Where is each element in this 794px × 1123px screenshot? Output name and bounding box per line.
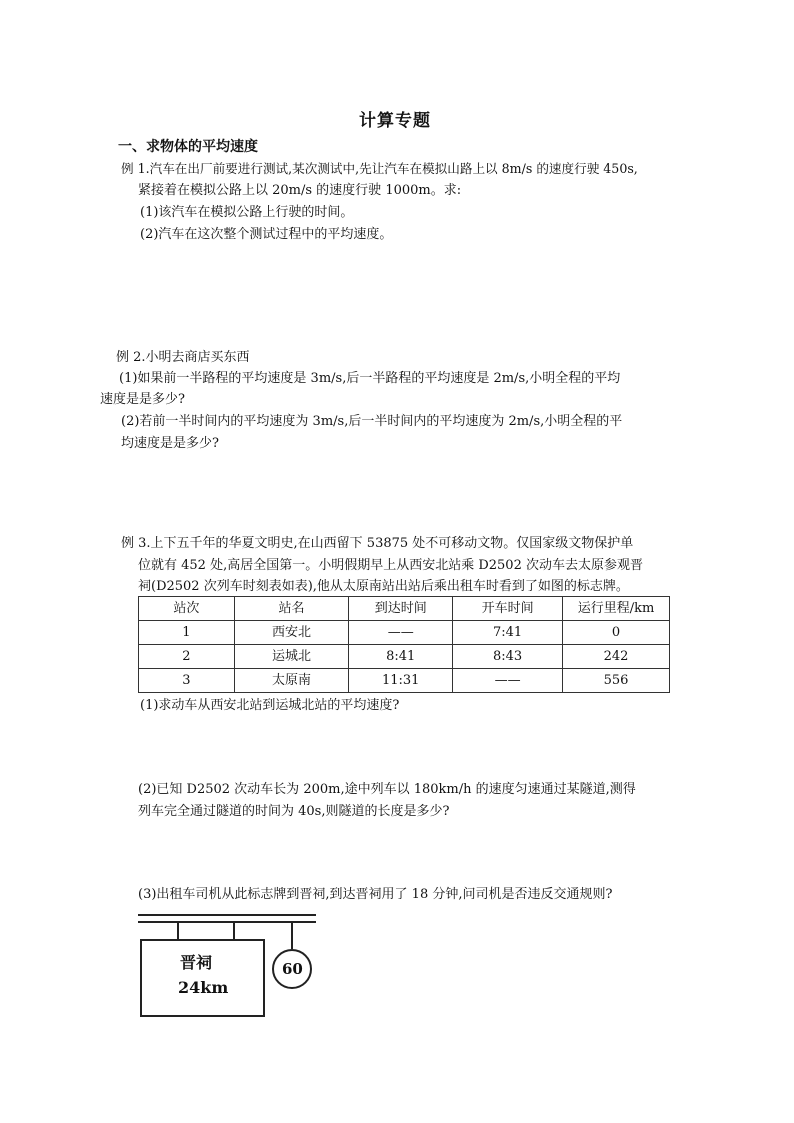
table-row bbox=[139, 621, 670, 645]
table-cell: 太原南 bbox=[234, 669, 348, 693]
example3-question2-line1: (2)已知 D2502 次动车长为 200m,途中列车以 180km/h 的速度匀速通过某隧道,测得 bbox=[138, 782, 636, 797]
table-header-cell: 到达时间 bbox=[349, 597, 453, 621]
example2-question2-line1: (2)若前一半时间内的平均速度为 3m/s,后一半时间内的平均速度为 2m/s,小明全程的平 bbox=[121, 414, 623, 429]
table-cell: 2 bbox=[139, 645, 235, 669]
page-title: 计算专题 bbox=[359, 111, 431, 131]
example1-question2: (2)汽车在这次整个测试过程中的平均速度。 bbox=[140, 227, 393, 242]
example3-line1: 例 3.上下五千年的华夏文明史,在山西留下 53875 处不可移动文物。仅国家级文物保护单 bbox=[121, 536, 634, 551]
table-row bbox=[139, 669, 670, 693]
sign-distance: 24km bbox=[178, 978, 229, 997]
example3-line2: 位就有 452 处,高居全国第一。小明假期早上从西安北站乘 D2502 次动车去太原参观晋 bbox=[138, 558, 643, 573]
example3-line3: 祠(D2502 次列车时刻表如表),他从太原南站出站后乘出租车时看到了如图的标志牌。 bbox=[138, 579, 629, 594]
table-cell: 11:31 bbox=[349, 669, 453, 693]
sign-destination: 晋祠 bbox=[180, 953, 213, 972]
table-cell: 运城北 bbox=[234, 645, 348, 669]
table-row bbox=[139, 645, 670, 669]
table-cell: —— bbox=[349, 621, 453, 645]
table-cell: —— bbox=[453, 669, 563, 693]
example2-intro: 例 2.小明去商店买东西 bbox=[116, 350, 250, 365]
speed-limit-value: 60 bbox=[282, 960, 303, 978]
table-cell: 0 bbox=[563, 621, 670, 645]
table-cell: 7:41 bbox=[453, 621, 563, 645]
table-cell: 8:43 bbox=[453, 645, 563, 669]
road-sign-figure bbox=[138, 912, 318, 1022]
example2-question1-line2: 速度是是多少? bbox=[100, 392, 185, 407]
table-cell: 西安北 bbox=[234, 621, 348, 645]
section-heading: 一、求物体的平均速度 bbox=[118, 139, 258, 155]
example1-line1: 例 1.汽车在出厂前要进行测试,某次测试中,先让汽车在模拟山路上以 8m/s 的速度行驶 450s, bbox=[121, 161, 638, 176]
table-cell: 242 bbox=[563, 645, 670, 669]
example3-question2-line2: 列车完全通过隧道的时间为 40s,则隧道的长度是多少? bbox=[138, 804, 450, 819]
example1-line2: 紧接着在模拟公路上以 20m/s 的速度行驶 1000m。求: bbox=[138, 183, 462, 198]
table-header-row bbox=[139, 597, 670, 621]
example3-question1: (1)求动车从西安北站到运城北站的平均速度? bbox=[140, 698, 400, 713]
table-header-cell: 站次 bbox=[139, 597, 235, 621]
train-timetable bbox=[138, 596, 670, 693]
table-header-cell: 运行里程/km bbox=[563, 597, 670, 621]
table-header-cell: 站名 bbox=[234, 597, 348, 621]
table-cell: 1 bbox=[139, 621, 235, 645]
example1-question1: (1)该汽车在模拟公路上行驶的时间。 bbox=[140, 205, 354, 220]
table-cell: 8:41 bbox=[349, 645, 453, 669]
example2-question1-line1: (1)如果前一半路程的平均速度是 3m/s,后一半路程的平均速度是 2m/s,小明全程的平均 bbox=[119, 371, 621, 386]
table-cell: 3 bbox=[139, 669, 235, 693]
table-header-cell: 开车时间 bbox=[453, 597, 563, 621]
table-cell: 556 bbox=[563, 669, 670, 693]
example3-question3: (3)出租车司机从此标志牌到晋祠,到达晋祠用了 18 分钟,问司机是否违反交通规则? bbox=[138, 887, 613, 902]
example2-question2-line2: 均速度是是多少? bbox=[121, 436, 219, 451]
